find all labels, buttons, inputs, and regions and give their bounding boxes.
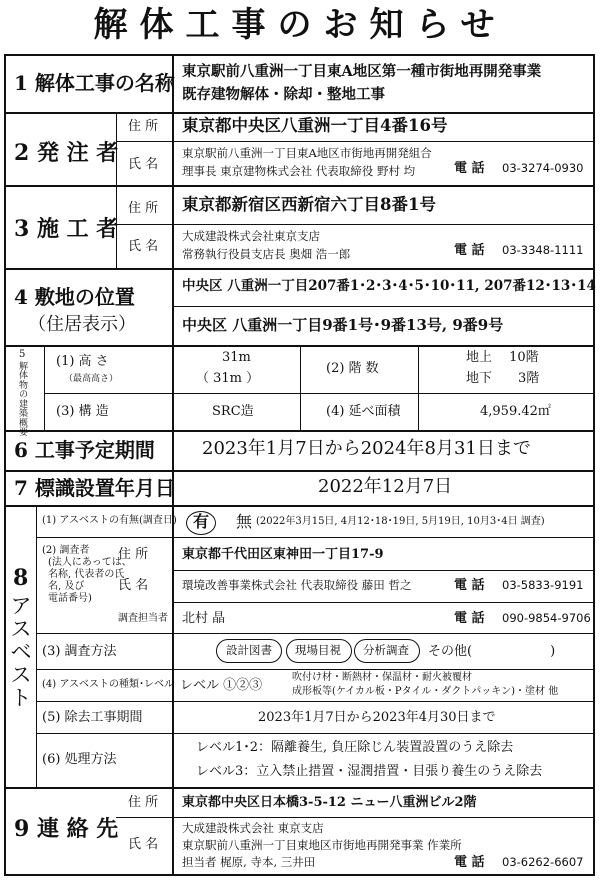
row-divider	[36, 701, 595, 702]
surveyor-label-4: 名, 及び	[48, 581, 85, 592]
row-divider	[116, 141, 595, 142]
height-max-value: （ 31m ）	[196, 371, 260, 386]
row-divider	[172, 602, 595, 603]
section-2-tel-label: 電 話	[454, 161, 485, 176]
section-4-label: 4 敷地の位置	[14, 285, 135, 309]
surveyor-tel: 03-5833-9191	[502, 578, 584, 592]
section-3-name-label: 氏 名	[128, 239, 159, 254]
survey-dates: (2022年3月15日, 4月12･18･19日, 5月19日, 10月3･4日 調査)	[256, 516, 545, 527]
section-3-tel: 03-3348-1111	[502, 243, 584, 257]
surveyor-name: 環境改善事業株式会社 代表取締役 藤田 哲之	[182, 578, 412, 592]
section-3-name-2: 常務執行役員支店長 奥畑 浩一郎	[182, 247, 351, 261]
asbestos-types-2: 成形板等(ケイカル板・Pタイル・ダクトパッキン)・塗材 他	[292, 686, 559, 697]
surveyor-label-3: 名称, 代表者の氏	[48, 569, 125, 580]
method-site-visual: 現場目視	[295, 643, 341, 657]
column-divider	[418, 345, 419, 430]
surveyor-label-2: (法人にあっては、	[48, 557, 132, 568]
section-2-name-label: 氏 名	[128, 157, 159, 172]
floors-above: 地上 10階	[466, 350, 539, 365]
asbestos-present: 有	[193, 512, 210, 531]
section-9-label: 9 連 絡 先	[14, 816, 119, 842]
row-divider	[36, 633, 595, 634]
section-3-tel-label: 電 話	[454, 243, 485, 258]
surveyor-label-1: (2) 調査者	[42, 545, 90, 556]
construction-period: 2023年1月7日から2024年8月31日まで	[202, 438, 531, 459]
section-2-address-label: 住 所	[128, 119, 159, 134]
section-3-label: 3 施 工 者	[14, 216, 119, 242]
treatment-line-1: レベル1･2：隔離養生, 負圧除じん装置設置のうえ除去	[196, 740, 514, 755]
row-divider	[4, 185, 595, 187]
section-6-label: 6 工事予定期間	[14, 438, 155, 462]
row-divider	[116, 224, 595, 225]
contact-address-label: 住 所	[128, 795, 159, 810]
asbestos-level: レベル ①②③	[180, 678, 263, 693]
contact-name-label: 氏 名	[128, 837, 159, 852]
section-1-label: 1 解体工事の名称	[14, 71, 175, 95]
section-5-side-label: 解体物の建築概要	[18, 362, 28, 439]
section-8-side-label: アスベスト	[10, 594, 32, 711]
section-4-line2: 中央区 八重洲一丁目9番1号･9番13号, 9番9号	[182, 316, 504, 334]
survey-person-tel: 090-9854-9706	[502, 611, 591, 625]
section-2-address: 東京都中央区八重洲一丁目4番16号	[182, 116, 448, 135]
section-5-number: 5	[19, 349, 26, 360]
surveyor-label-5: 電話番号)	[48, 593, 92, 604]
column-divider	[116, 112, 117, 268]
method-design-docs: 設計図書	[226, 643, 272, 657]
floors-below: 地下 3階	[466, 371, 540, 386]
contact-name-2: 東京駅前八重洲一丁目東地区市街地再開発事業 作業所	[182, 838, 462, 852]
section-1-line2: 既存建物解体・除却・整地工事	[182, 86, 385, 103]
column-divider	[44, 345, 45, 430]
section-2-name-2: 理事長 東京建物株式会社 代表取締役 野村 均	[182, 164, 416, 178]
section-1-line1: 東京駅前八重洲一丁目東A地区第一種市街地再開発事業	[182, 63, 542, 80]
row-divider	[36, 669, 595, 670]
contact-name-3: 担当者 梶原, 寺本, 三井田	[182, 855, 316, 869]
removal-period: 2023年1月7日から2023年4月30日まで	[258, 710, 496, 725]
survey-person: 北村 晶	[182, 611, 226, 626]
contact-address: 東京都中央区日本橋3-5-12 ニュー八重洲ビル2階	[182, 795, 477, 810]
column-divider	[172, 54, 174, 876]
height-value: 31m	[222, 350, 251, 365]
height-sublabel: （最高高さ）	[64, 374, 119, 384]
section-7-label: 7 標識設置年月日	[14, 476, 175, 500]
method-other: その他( )	[428, 644, 556, 659]
section-3-address: 東京都新宿区西新宿六丁目8番1号	[182, 195, 436, 214]
row-divider	[36, 537, 595, 538]
row-divider	[44, 393, 595, 394]
asbestos-type-label: (4) アスベストの種類･レベル	[42, 679, 174, 690]
asbestos-absent: 無	[236, 512, 253, 531]
treatment-label: (6) 処理方法	[42, 752, 117, 767]
row-divider	[4, 112, 595, 114]
row-divider	[172, 570, 595, 571]
contact-tel-label: 電 話	[454, 855, 485, 870]
surveyor-address-label: 住 所	[118, 547, 149, 562]
section-4-line1: 中央区 八重洲一丁目207番1･2･3･4･5･10･11, 207番12･13･14	[182, 278, 596, 294]
contact-name-1: 大成建設株式会社 東京支店	[182, 821, 324, 835]
section-2-label: 2 発 注 者	[14, 140, 119, 166]
survey-person-label: 調査担当者	[118, 613, 168, 624]
section-8-number: 8	[13, 565, 29, 591]
floor-area-label: (4) 延べ面積	[326, 404, 401, 419]
asbestos-presence-label: (1) アスベストの有無(調査日)	[42, 515, 177, 526]
asbestos-types-1: 吹付け材・断熱材・保温材・耐火被覆材	[292, 672, 472, 683]
row-divider	[36, 733, 595, 734]
row-divider	[116, 817, 595, 818]
treatment-line-2: レベル3：立入禁止措置・湿潤措置・目張り養生のうえ除去	[196, 764, 543, 779]
page-title: 解体工事のお知らせ	[93, 5, 507, 45]
removal-period-label: (5) 除去工事期間	[42, 710, 143, 725]
row-divider	[4, 505, 595, 507]
column-divider	[300, 345, 301, 430]
row-divider	[4, 470, 595, 472]
row-divider	[4, 268, 595, 270]
survey-person-tel-label: 電 話	[454, 611, 485, 626]
floor-area-value: 4,959.42㎡	[480, 404, 551, 419]
method-analysis: 分析調査	[363, 643, 409, 657]
row-divider	[4, 430, 595, 432]
survey-method-label: (3) 調査方法	[42, 644, 117, 659]
structure-value: SRC造	[212, 404, 254, 419]
section-3-address-label: 住 所	[128, 201, 159, 216]
section-4-sublabel: （住居表示）	[28, 314, 136, 335]
section-2-tel: 03-3274-0930	[502, 161, 584, 175]
row-divider	[4, 787, 595, 789]
floors-label: (2) 階 数	[326, 361, 379, 376]
contact-tel: 03-6262-6607	[502, 855, 584, 869]
section-2-name-1: 東京駅前八重洲一丁目東A地区市街地再開発組合	[182, 146, 432, 160]
structure-label: (3) 構 造	[56, 404, 109, 419]
section-3-name-1: 大成建設株式会社東京支店	[182, 229, 320, 243]
surveyor-tel-label: 電 話	[454, 578, 485, 593]
sign-install-date: 2022年12月7日	[318, 476, 453, 497]
row-divider	[172, 306, 595, 307]
surveyor-name-label: 氏 名	[118, 578, 149, 593]
height-label: (1) 高 さ	[56, 354, 109, 369]
surveyor-address: 東京都千代田区東神田一丁目17-9	[182, 547, 384, 562]
column-divider	[36, 505, 37, 787]
